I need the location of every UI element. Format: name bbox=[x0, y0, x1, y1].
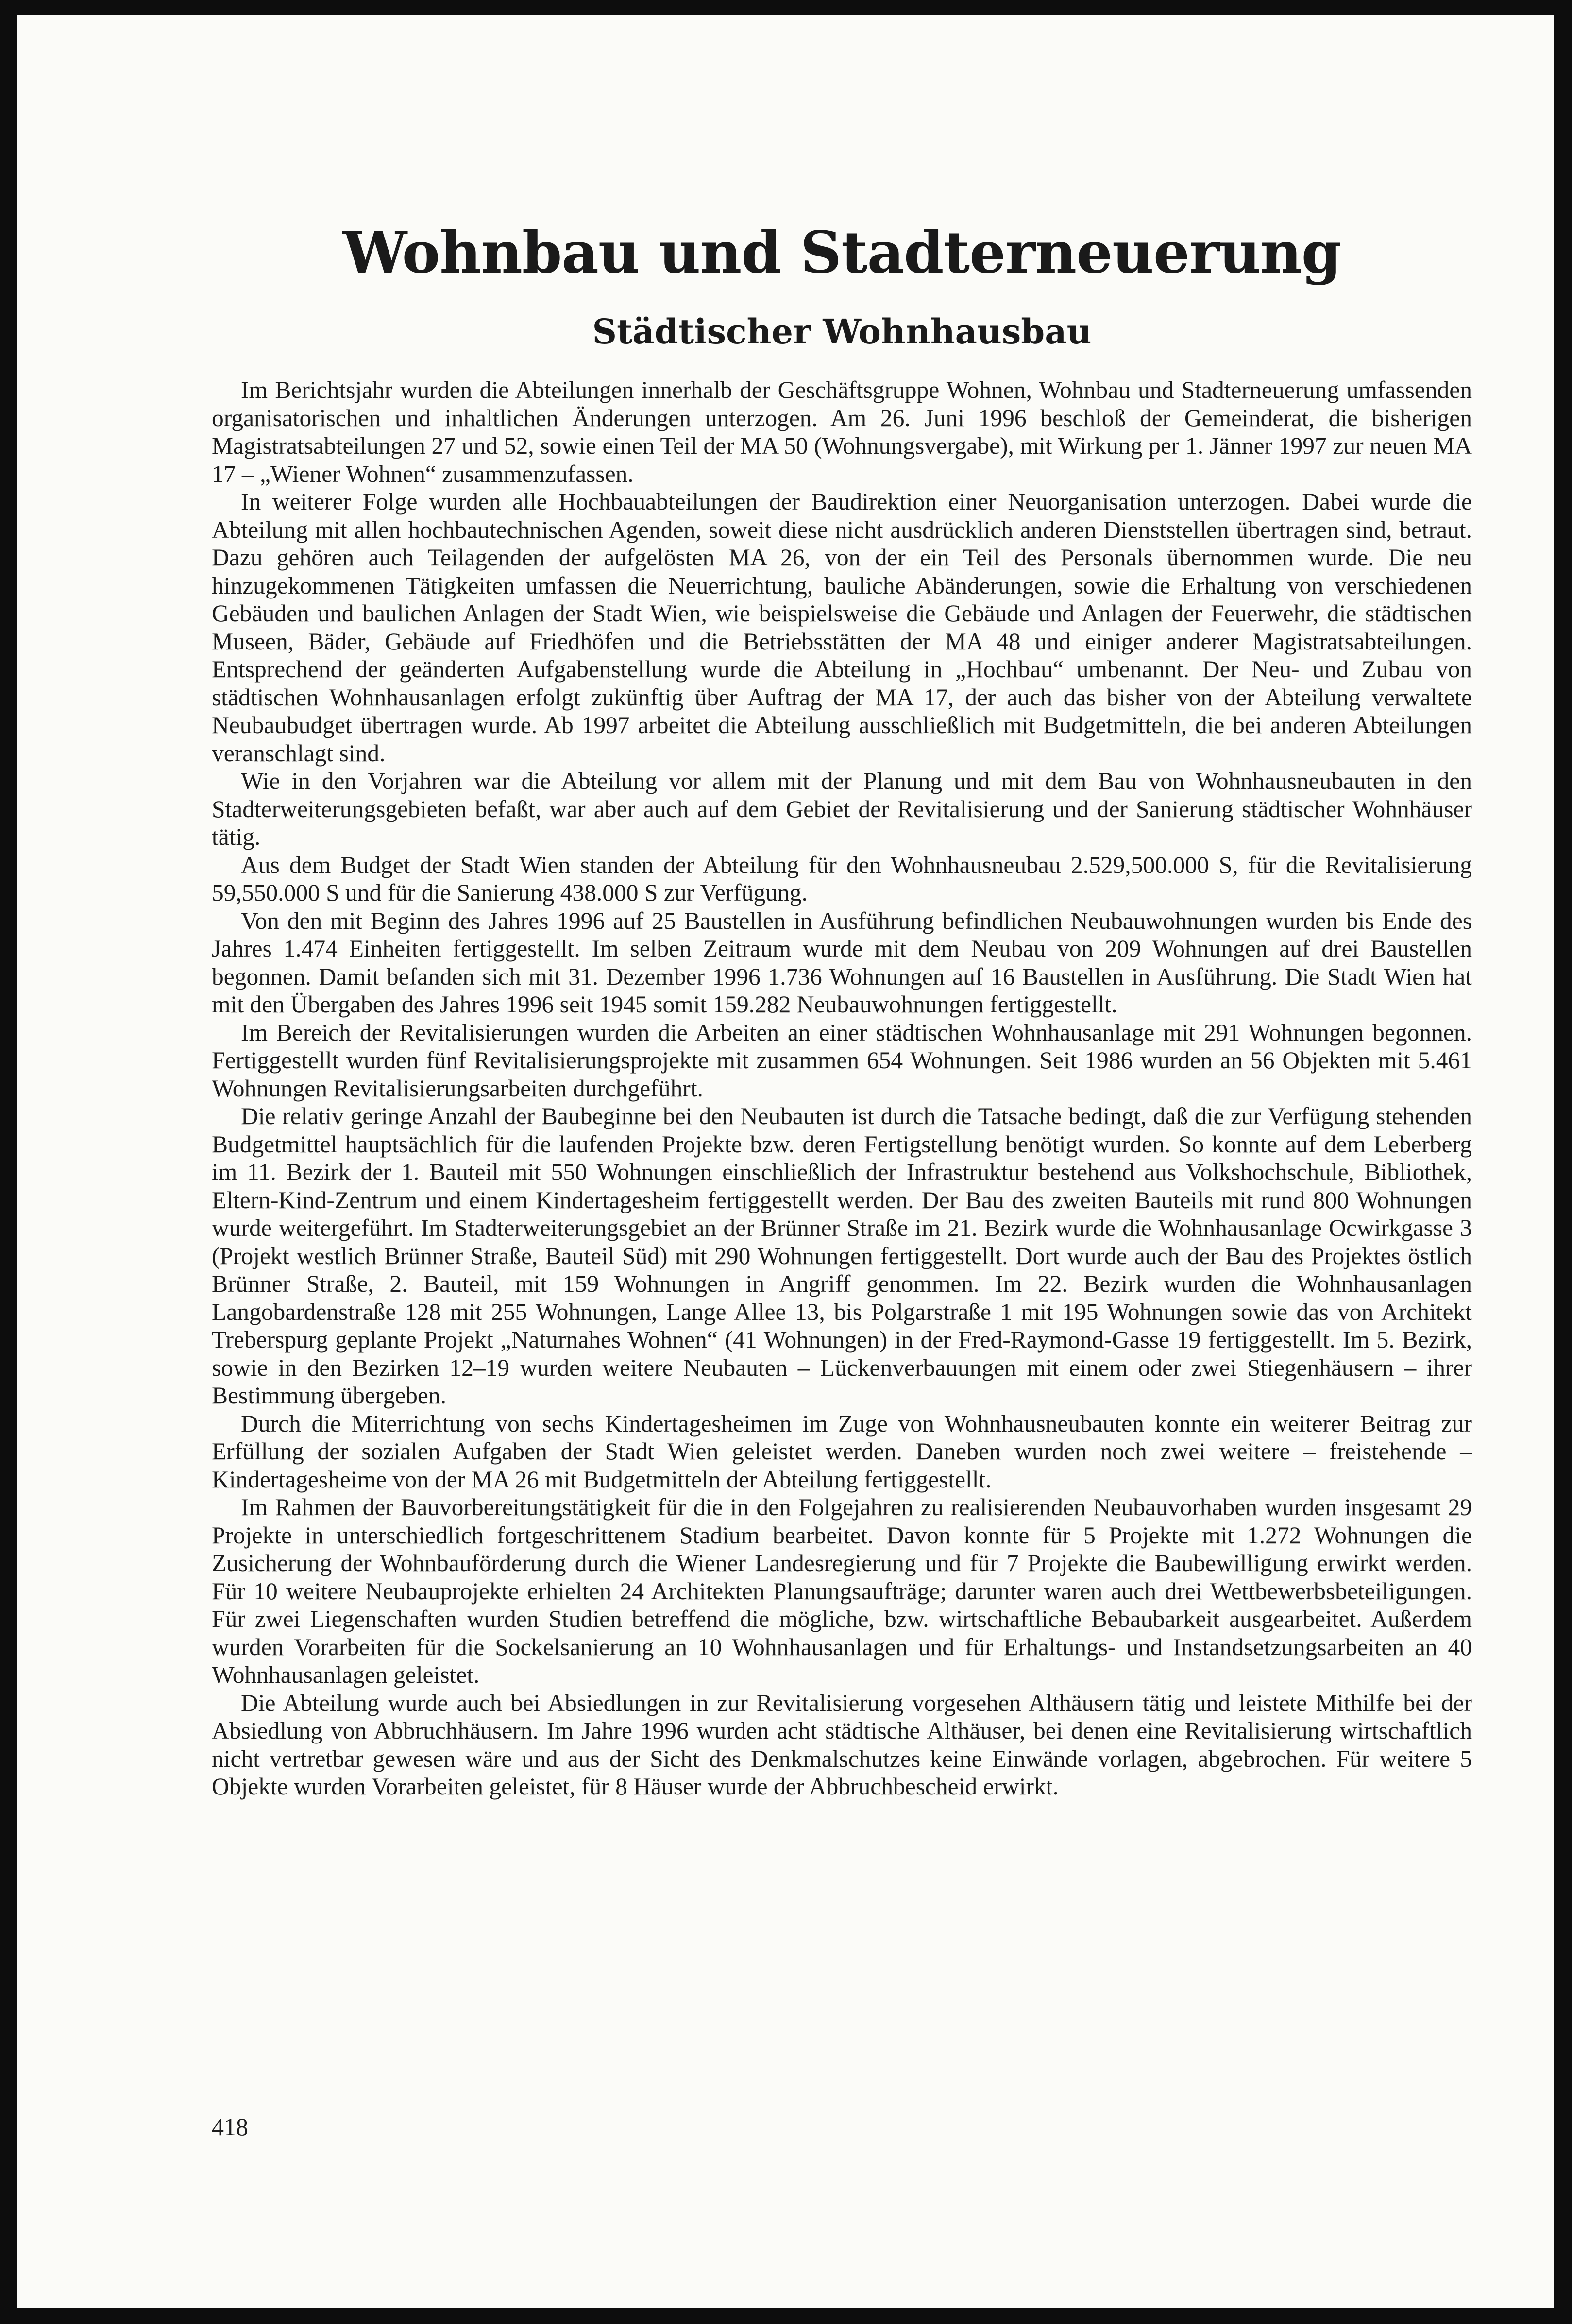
body-text bbox=[212, 376, 1472, 1801]
page-number: 418 bbox=[212, 2113, 248, 2140]
paragraph: Wie in den Vorjahren war die Abteilung vor allem mit der Planung und mit dem Bau von Wohnhausneubauten in den Stadterweiterungsgebieten befaßt, war aber auch auf dem Gebiet der Revitalisierung und der Sanierung städtischer Wohnhäuser tätig. bbox=[212, 768, 1472, 850]
paragraph: Von den mit Beginn des Jahres 1996 auf 25 Baustellen in Ausführung befindlichen Neubauwohnungen wurden bis Ende des Jahres 1.474 Einheiten fertiggestellt. Im selben Zeitraum wurde mit dem Neubau von 209 Wohnungen auf drei Baustellen begonnen. Damit befanden sich mit 31. Dezember 1996 1.736 Wohnungen auf 16 Baustellen in Ausführung. Die Stadt Wien hat mit den Übergaben des Jahres 1996 seit 1945 somit 159.282 Neubauwohnungen fertiggestellt. bbox=[212, 907, 1472, 1018]
paragraph: Die Abteilung wurde auch bei Absiedlungen in zur Revitalisierung vorgesehen Althäusern tätig und leistete Mithilfe bei der Absiedlung von Abbruchhäusern. Im Jahre 1996 wurden acht städtische Althäuser, bei denen eine Revitalisierung wirtschaftlich nicht vertretbar gewesen wäre und aus der Sicht des Denkmalschutzes keine Einwände vorlagen, abgebrochen. Für weitere 5 Objekte wurden Vorarbeiten geleistet, für 8 Häuser wurde der Abbruchbescheid erwirkt. bbox=[212, 1689, 1472, 1800]
paragraph: Die relativ geringe Anzahl der Baubeginne bei den Neubauten ist durch die Tatsache bedingt, daß die zur Verfügung stehenden Budgetmittel hauptsächlich für die laufenden Projekte bzw. deren Fertigstellung benötigt wurden. So konnte auf dem Leberberg im 11. Bezirk der 1. Bauteil mit 550 Wohnungen einschließlich der Infrastruktur bestehend aus Volkshochschule, Bibliothek, Eltern-Kind-Zentrum und einem Kindertagesheim fertiggestellt werden. Der Bau des zweiten Bauteils mit rund 800 Wohnungen wurde weitergeführt. Im Stadterweiterungsgebiet an der Brünner Straße im 21. Bezirk wurde die Wohnhausanlage Ocwirkgasse 3 (Projekt westlich Brünner Straße, Bauteil Süd) mit 290 Wohnungen fertiggestellt. Dort wurde auch der Bau des Projektes östlich Brünner Straße, 2. Bauteil, mit 159 Wohnungen in Angriff genommen. Im 22. Bezirk wurden die Wohnhausanlagen Langobardenstraße 128 mit 255 Wohnungen, Lange Allee 13, bis Polgarstraße 1 mit 195 Wohnungen sowie das von Architekt Treberspurg geplante Projekt „Naturnahes Wohnen“ (41 Wohnungen) in der Fred-Raymond-Gasse 19 fertiggestellt. Im 5. Bezirk, sowie in den Bezirken 12–19 wurden weitere Neubauten – Lückenverbauungen mit einem oder zwei Stiegenhäusern – ihrer Bestimmung übergeben. bbox=[212, 1103, 1472, 1409]
paragraph: Im Bereich der Revitalisierungen wurden die Arbeiten an einer städtischen Wohnhausanlage mit 291 Wohnungen begonnen. Fertiggestellt wurden fünf Revitalisierungsprojekte mit zusammen 654 Wohnungen. Seit 1986 wurden an 56 Objekten mit 5.461 Wohnungen Revitalisierungsarbeiten durchgeführt. bbox=[212, 1019, 1472, 1102]
paragraph: Im Rahmen der Bauvorbereitungstätigkeit für die in den Folgejahren zu realisierenden Neubauvorhaben wurden insgesamt 29 Projekte in unterschiedlich fortgeschrittenem Stadium bearbeitet. Davon konnte für 5 Projekte mit 1.272 Wohnungen die Zusicherung der Wohnbauförderung durch die Wiener Landesregierung und für 7 Projekte die Baubewilligung erwirkt werden. Für 10 weitere Neubauprojekte erhielten 24 Architekten Planungsaufträge; darunter waren auch drei Wettbewerbsbeteiligungen. Für zwei Liegenschaften wurden Studien betreffend die mögliche, bzw. wirtschaftliche Bebaubarkeit ausgearbeitet. Außerdem wurden Vorarbeiten für die Sockelsanierung an 10 Wohnhausanlagen und für Erhaltungs- und Instandsetzungsarbeiten an 40 Wohnhausanlagen geleistet. bbox=[212, 1494, 1472, 1688]
paragraph: Aus dem Budget der Stadt Wien standen der Abteilung für den Wohnhausneubau 2.529,500.000 S, für die Revitalisierung 59,550.000 S und für die Sanierung 438.000 S zur Verfügung. bbox=[212, 851, 1472, 906]
document-page bbox=[17, 15, 1554, 2308]
paragraph: Im Berichtsjahr wurden die Abteilungen innerhalb der Geschäftsgruppe Wohnen, Wohnbau und Stadterneuerung umfassenden organisatorischen und inhaltlichen Änderungen unterzogen. Am 26. Juni 1996 beschloß der Gemeinderat, die bisherigen Magistratsabteilungen 27 und 52, sowie einen Teil der MA 50 (Wohnungsvergabe), mit Wirkung per 1. Jänner 1997 zur neuen MA 17 – „Wiener Wohnen“ zusammenzufassen. bbox=[212, 376, 1472, 487]
page-content bbox=[212, 209, 1472, 1801]
section-subtitle: Städtischer Wohnhausbau bbox=[592, 311, 1092, 352]
paragraph: Durch die Miterrichtung von sechs Kindertagesheimen im Zuge von Wohnhausneubauten konnte ein weiterer Beitrag zur Erfüllung der sozialen Aufgaben der Stadt Wien geleistet werden. Daneben wurden noch zwei weitere – freistehende – Kindertagesheime von der MA 26 mit Budgetmitteln der Abteilung fertiggestellt. bbox=[212, 1410, 1472, 1493]
paragraph: In weiterer Folge wurden alle Hochbauabteilungen der Baudirektion einer Neuorganisation unterzogen. Dabei wurde die Abteilung mit allen hochbautechnischen Agenden, soweit diese nicht ausdrücklich anderen Dienststellen übertragen sind, betraut. Dazu gehören auch Teilagenden der aufgelösten MA 26, von der ein Teil des Personals übernommen wurde. Die neu hinzugekommenen Tätigkeiten umfassen die Neuerrichtung, bauliche Abänderungen, sowie die Erhaltung von verschiedenen Gebäuden und baulichen Anlagen der Stadt Wien, wie beispielsweise die Gebäude und Anlagen der Feuerwehr, die städtischen Museen, Bäder, Gebäude auf Friedhöfen und die Betriebsstätten der MA 48 und einiger anderer Magistratsabteilungen. Entsprechend der geänderten Aufgabenstellung wurde die Abteilung in „Hochbau“ umbenannt. Der Neu- und Zubau von städtischen Wohnhausanlagen erfolgt zukünftig über Auftrag der MA 17, der auch das bisher von der Abteilung verwaltete Neubaubudget übertragen wurde. Ab 1997 arbeitet die Abteilung ausschließlich mit Budgetmitteln, die bei anderen Abteilungen veranschlagt sind. bbox=[212, 488, 1472, 767]
chapter-title: Wohnbau und Stadterneuerung bbox=[342, 219, 1341, 286]
